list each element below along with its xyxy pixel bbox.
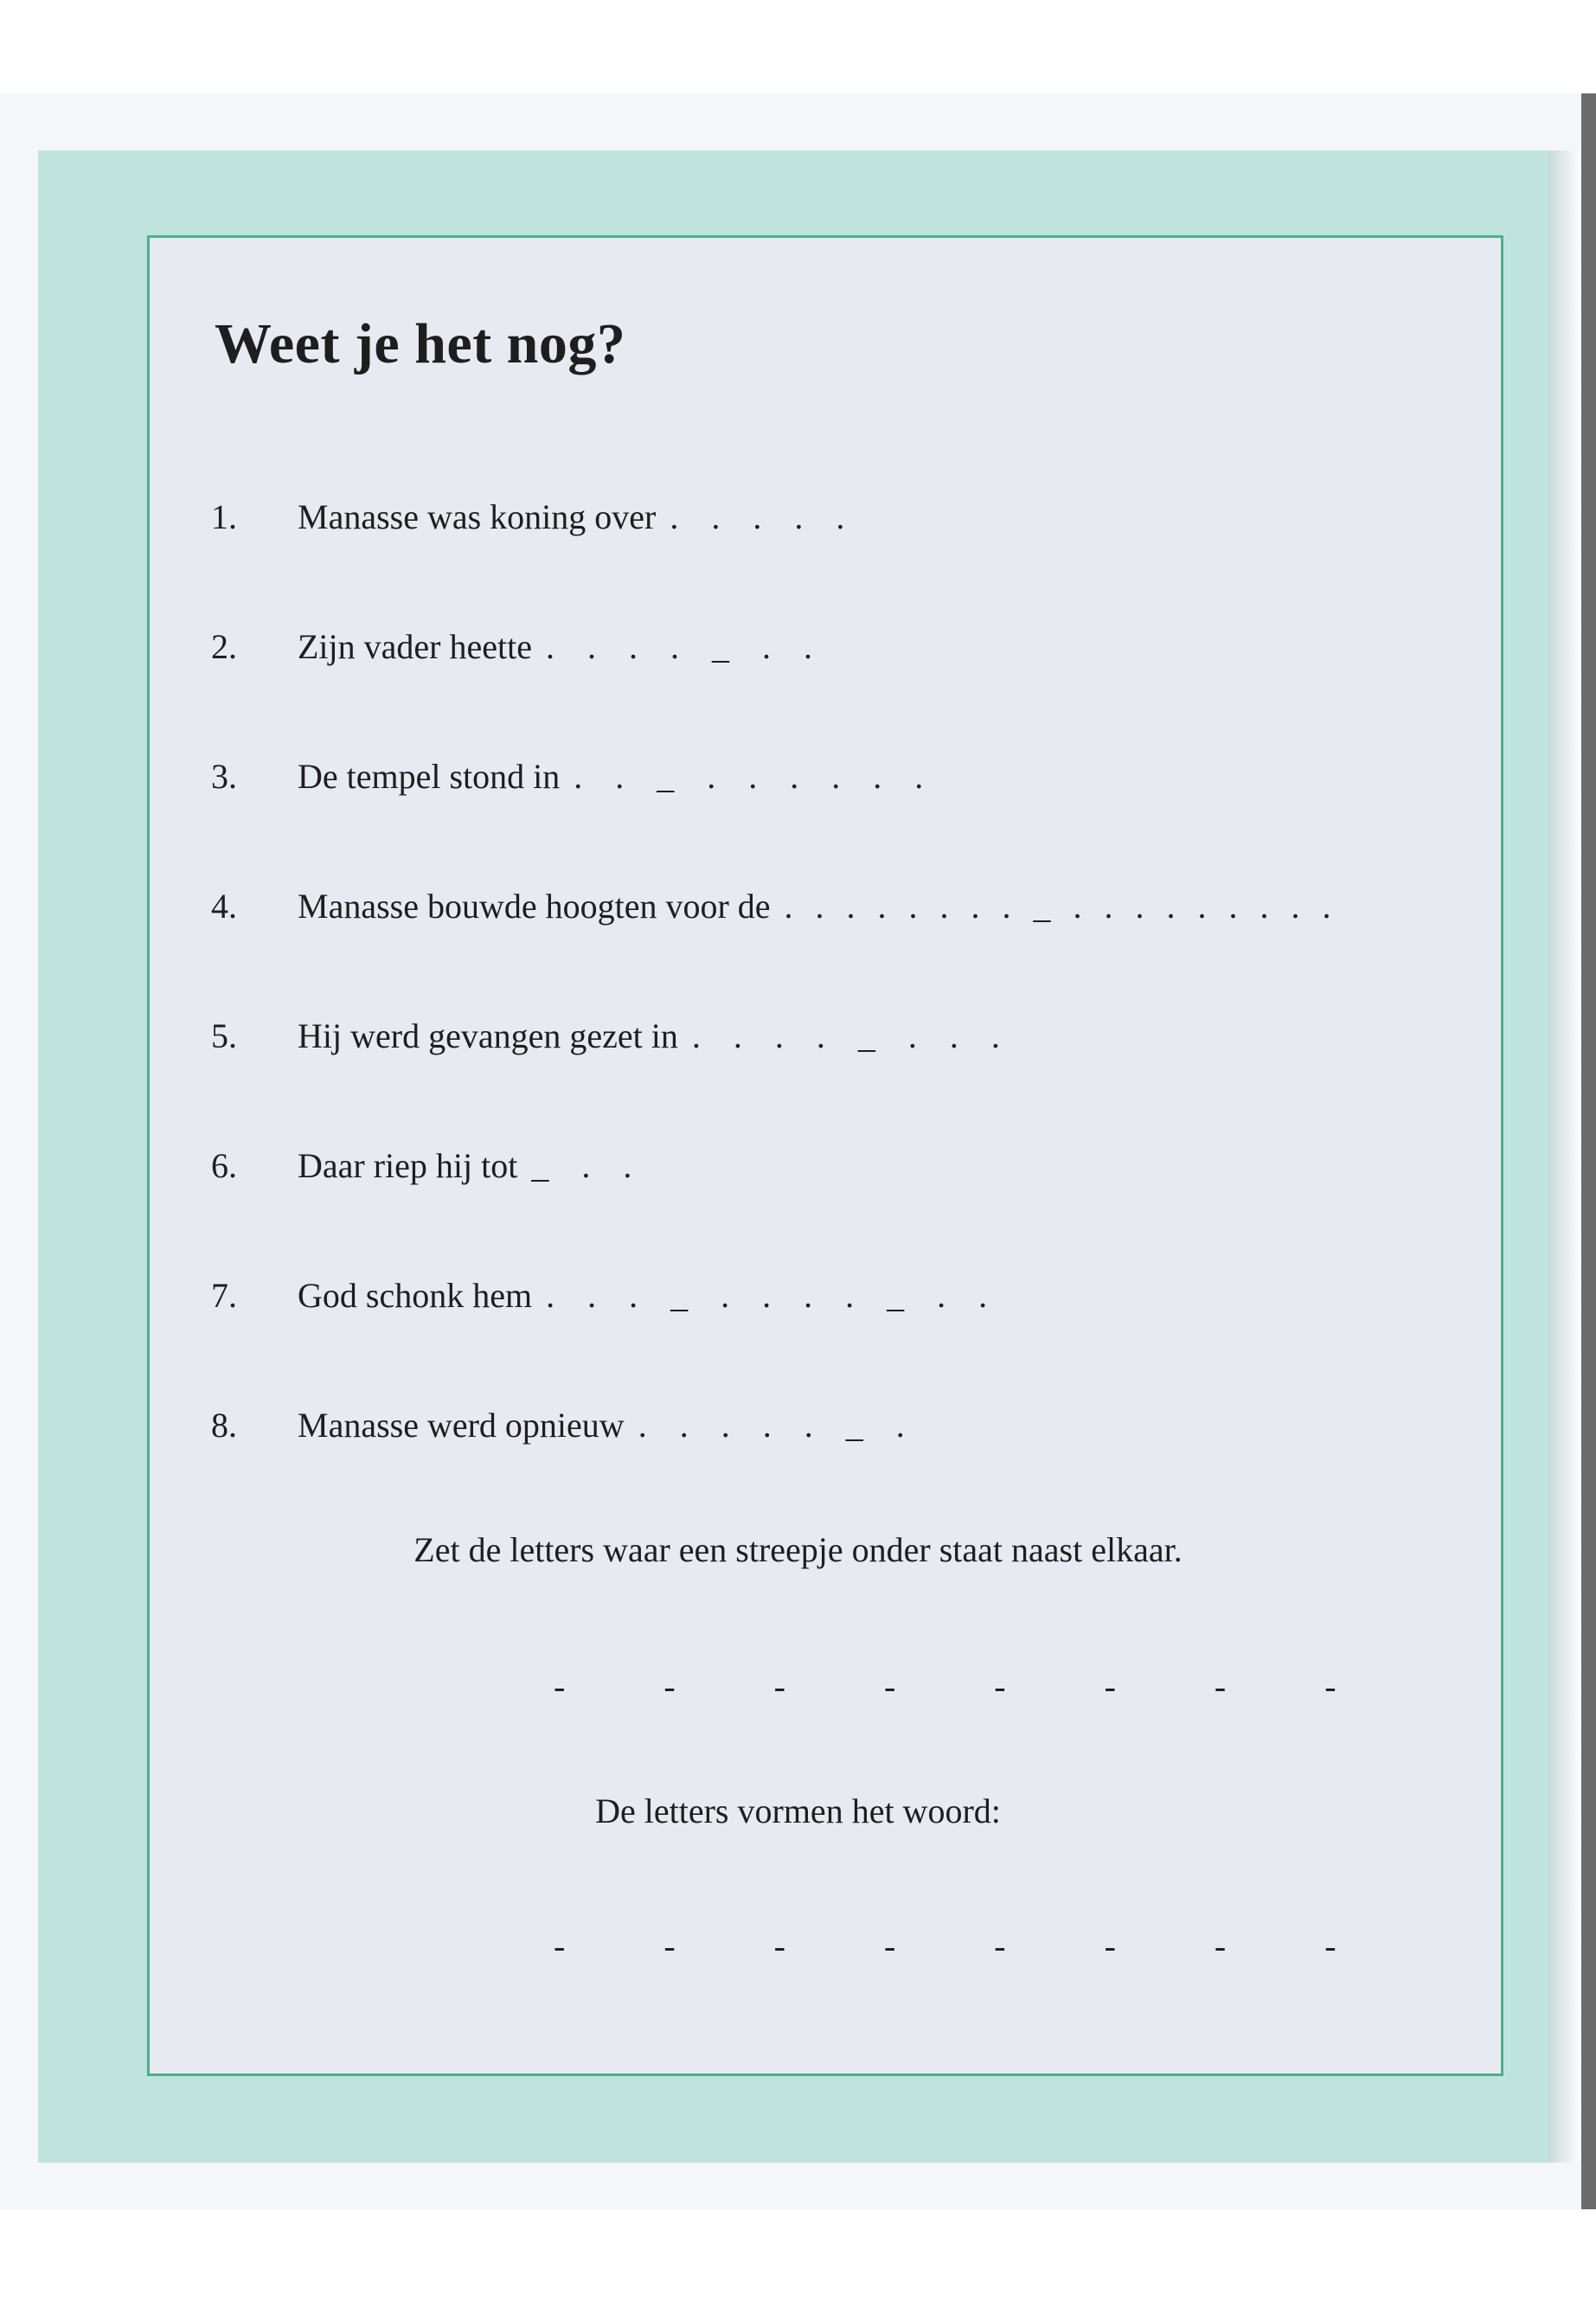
- question-number: 2.: [211, 627, 237, 666]
- answer-label: De letters vormen het woord:: [595, 1791, 1001, 1830]
- question-number: 7.: [211, 1276, 237, 1315]
- question-text: Manasse werd opnieuw: [298, 1406, 625, 1445]
- question-4: [211, 881, 1338, 933]
- answer-word-slots[interactable]: - - - - - - - -: [554, 1926, 1381, 1965]
- answer-blank[interactable]: . . . . . _ .: [638, 1406, 917, 1445]
- question-text: Daar riep hij tot: [298, 1146, 518, 1185]
- question-number: 8.: [211, 1406, 237, 1445]
- instruction-text: Zet de letters waar een streepje onder staat naast elkaar.: [413, 1530, 1183, 1569]
- question-text: Manasse was koning over: [298, 497, 657, 536]
- answer-blank[interactable]: _ . .: [531, 1146, 644, 1185]
- question-1: [211, 491, 856, 543]
- question-2: [211, 621, 824, 673]
- question-3: [211, 751, 935, 803]
- question-text: Manasse bouwde hoogten voor de: [298, 887, 771, 926]
- question-number: 4.: [211, 887, 237, 926]
- letter-slots-row[interactable]: - - - - - - - -: [554, 1667, 1381, 1706]
- question-number: 6.: [211, 1146, 237, 1185]
- question-8: [211, 1400, 917, 1452]
- answer-blank[interactable]: . . . . .: [670, 497, 857, 536]
- answer-blank[interactable]: . . _ . . . . . .: [574, 757, 936, 796]
- answer-blank[interactable]: . . . . _ . .: [545, 627, 824, 666]
- question-number: 3.: [211, 757, 237, 796]
- worksheet-title: Weet je het nog?: [215, 312, 626, 375]
- question-number: 5.: [211, 1016, 237, 1055]
- question-text: God schonk hem: [298, 1276, 533, 1315]
- question-text: De tempel stond in: [298, 757, 561, 796]
- answer-blank[interactable]: . . . . . . . . _ . . . . . . . . .: [784, 887, 1338, 926]
- answer-blank[interactable]: . . . . _ . . .: [691, 1016, 1012, 1055]
- question-7: [211, 1270, 999, 1322]
- question-text: Hij werd gevangen gezet in: [298, 1016, 678, 1055]
- question-6: [211, 1140, 644, 1192]
- question-5: [211, 1010, 1012, 1062]
- question-number: 1.: [211, 497, 237, 536]
- question-text: Zijn vader heette: [298, 627, 532, 666]
- answer-blank[interactable]: . . . _ . . . . _ . .: [546, 1276, 1000, 1315]
